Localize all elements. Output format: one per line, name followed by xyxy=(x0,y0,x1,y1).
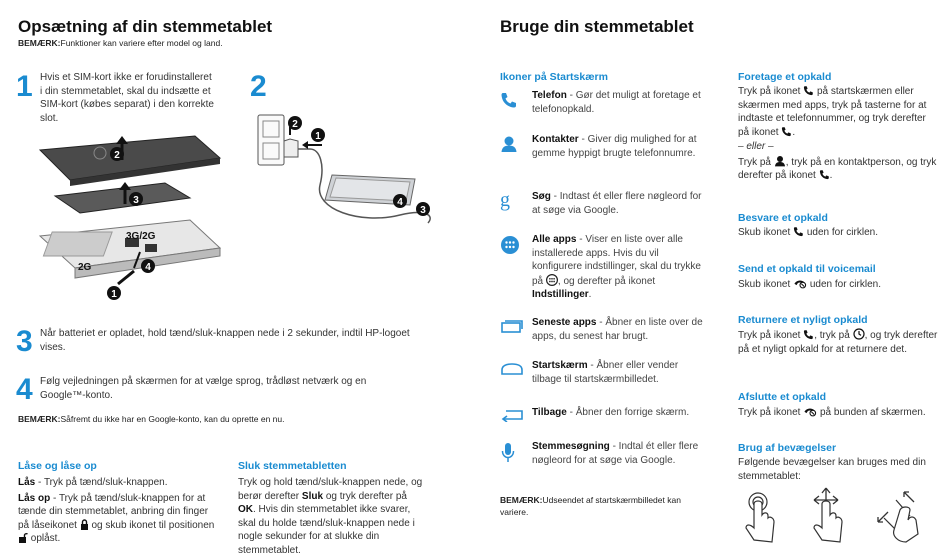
all-apps-icon xyxy=(500,235,520,255)
item-all-apps: Alle apps - Viser en liste over alle installerede apps. Hvis du vil konfigurere indstillinger, skal du trykke på , og derefter på ikonet Indstillinger. xyxy=(500,233,705,302)
answer-call-text: Skub ikonet uden for cirklen. xyxy=(738,227,878,238)
note-label: BEMÆRK: xyxy=(18,414,61,424)
charger-callout-3 xyxy=(416,202,430,216)
callout-1 xyxy=(107,286,121,300)
phone-inline-icon xyxy=(781,126,792,137)
swipe-gesture-icon xyxy=(806,486,848,546)
back-icon xyxy=(500,408,524,422)
unlock-text: Lås op - Tryk på tænd/sluk-knappen for at tænde din stemmetablet, anbring din finger på låseikonet og skub ikonet til positionen oplåst. xyxy=(18,492,215,544)
lock-title: Låse og låse op xyxy=(18,460,97,472)
step-3-number: 3 xyxy=(16,325,33,358)
lock-text: Lås - Tryk på tænd/sluk-knappen. xyxy=(18,477,168,488)
use-title: Bruge din stemmetablet xyxy=(500,17,694,36)
step-3-text: Når batteriet er opladet, hold tænd/sluk-knappen nede i 2 sekunder, indtil HP-logoet vises. xyxy=(40,328,410,353)
phone-inline-icon xyxy=(819,169,830,180)
svg-text:2: 2 xyxy=(114,150,120,161)
google-search-icon: g xyxy=(500,189,510,211)
step-4-number: 4 xyxy=(16,373,33,406)
item-contacts: Kontakter - Giver dig mulighed for at gemme hyppigt brugte telefonnumre. xyxy=(500,133,705,160)
end-call-icon xyxy=(803,405,817,417)
phone-inline-icon xyxy=(803,85,814,96)
return-call-title: Returnere et nyligt opkald xyxy=(738,314,868,326)
item-search: g Søg - Indtast ét eller flere nøgleord for at søge via Google. xyxy=(500,189,702,216)
svg-text:4: 4 xyxy=(397,197,403,208)
callout-3 xyxy=(129,192,143,206)
phone-inline-icon xyxy=(803,329,814,340)
step-1-text: Hvis et SIM-kort ikke er forudinstalleret i din stemmetablet, skal du indsætte et SIM-kort (købes separat) i den korrekte slot. xyxy=(40,72,214,124)
charger-callout-1 xyxy=(311,128,325,142)
recent-apps-icon xyxy=(500,318,524,334)
svg-text:4: 4 xyxy=(145,262,151,273)
note-text: Funktioner kan variere efter model og land. xyxy=(60,38,223,48)
step-4-text: Følg vejledningen på skærmen for at vælge sprog, trådløst netværk og en Google™-konto. xyxy=(40,376,367,401)
item-home: Startskærm - Åbner eller vender tilbage til startskærmbilledet. xyxy=(500,359,705,386)
sim-2g-label: 2G xyxy=(78,262,92,273)
contacts-inline-icon xyxy=(774,155,786,167)
homescreen-note: BEMÆRK:Udseendet af startskærmbilledet kan variere. xyxy=(500,495,681,517)
gestures-text: Følgende bevægelser kan bruges med din stemmetablet: xyxy=(738,457,926,482)
clock-icon xyxy=(853,328,865,340)
phone-icon xyxy=(500,91,518,109)
power-off-section xyxy=(238,460,423,554)
decline-call-icon xyxy=(793,277,807,289)
note-text: Såfremt du ikke har en Google-konto, kan du oprette en nu. xyxy=(60,414,285,424)
pinch-gesture-icon xyxy=(874,488,922,546)
item-voice-search: Stemmesøgning - Indtal ét eller flere nøgleord for at søge via Google. xyxy=(500,440,705,467)
callout-2 xyxy=(110,147,124,161)
item-back: Tilbage - Åbner den forrige skærm. xyxy=(500,406,705,422)
contacts-icon xyxy=(500,135,518,153)
answer-call-section xyxy=(738,212,938,240)
step-1-number: 1 xyxy=(16,70,33,103)
svg-text:3: 3 xyxy=(420,205,426,216)
unlocked-padlock-icon xyxy=(18,532,28,543)
make-call-title: Foretage et opkald xyxy=(738,71,832,83)
voicemail-section xyxy=(738,263,938,292)
lock-section xyxy=(18,460,218,546)
account-note xyxy=(18,414,284,424)
power-off-title: Sluk stemmetabletten xyxy=(238,460,347,472)
charger-callout-4 xyxy=(393,194,407,208)
sim-insert-illustration xyxy=(30,128,230,308)
setup-note xyxy=(18,38,223,48)
end-call-section xyxy=(738,391,938,420)
microphone-icon xyxy=(500,442,516,464)
make-call-section xyxy=(738,71,938,183)
charging-illustration xyxy=(250,105,450,240)
gestures-title: Brug af bevægelser xyxy=(738,442,837,454)
end-call-title: Afslutte et opkald xyxy=(738,391,827,403)
gestures-section xyxy=(738,442,938,483)
sim-3g-label: 3G/2G xyxy=(126,231,156,242)
voicemail-text: Skub ikonet uden for cirklen. xyxy=(738,279,881,290)
charger-callout-2 xyxy=(288,116,302,130)
voicemail-title: Send et opkald til voicemail xyxy=(738,263,876,275)
return-call-text: Tryk på ikonet , tryk på , og tryk derefter på et nyligt opkald for at returnere det. xyxy=(738,330,938,355)
svg-text:1: 1 xyxy=(111,289,117,300)
svg-text:1: 1 xyxy=(315,131,321,142)
callout-4 xyxy=(141,259,155,273)
svg-text:2: 2 xyxy=(292,119,298,130)
padlock-icon xyxy=(80,519,89,530)
item-recent-apps: Seneste apps - Åbner en liste over de apps, du senest har brugt. xyxy=(500,316,705,343)
make-call-alt-text: Tryk på , tryk på en kontaktperson, og tryk derefter på ikonet . xyxy=(738,156,937,181)
home-screen-icon xyxy=(500,361,524,377)
setup-title: Opsætning af din stemmetablet xyxy=(18,17,273,36)
item-phone: Telefon - Gør det muligt at foretage et telefonopkald. xyxy=(500,89,705,116)
note-label: BEMÆRK: xyxy=(18,38,61,48)
svg-text:3: 3 xyxy=(133,195,139,206)
power-off-text: Tryk og hold tænd/sluk-knappen nede, og berør derefter Sluk og tryk derefter på OK. Hvis din stemmetablet ikke svarer, skal du holde tænd/sluk-knappen nede i nogle sekunder for at slukke din stemmetablet. xyxy=(238,477,423,554)
home-icons-header: Ikoner på Startskærm xyxy=(500,71,608,83)
or-separator: – eller – xyxy=(738,141,774,152)
all-apps-inline-icon xyxy=(546,274,558,286)
end-call-text: Tryk på ikonet på bunden af skærmen. xyxy=(738,407,926,418)
tap-gesture-icon xyxy=(740,488,782,546)
return-call-section xyxy=(738,314,938,356)
answer-call-title: Besvare et opkald xyxy=(738,212,828,224)
make-call-text: Tryk på ikonet på startskærmen eller skærmen med apps, tryk på tasterne for at indtaste et telefonnummer, og tryk derefter på ikonet . xyxy=(738,86,927,138)
step-2-number: 2 xyxy=(250,70,267,103)
phone-inline-icon xyxy=(793,226,804,237)
